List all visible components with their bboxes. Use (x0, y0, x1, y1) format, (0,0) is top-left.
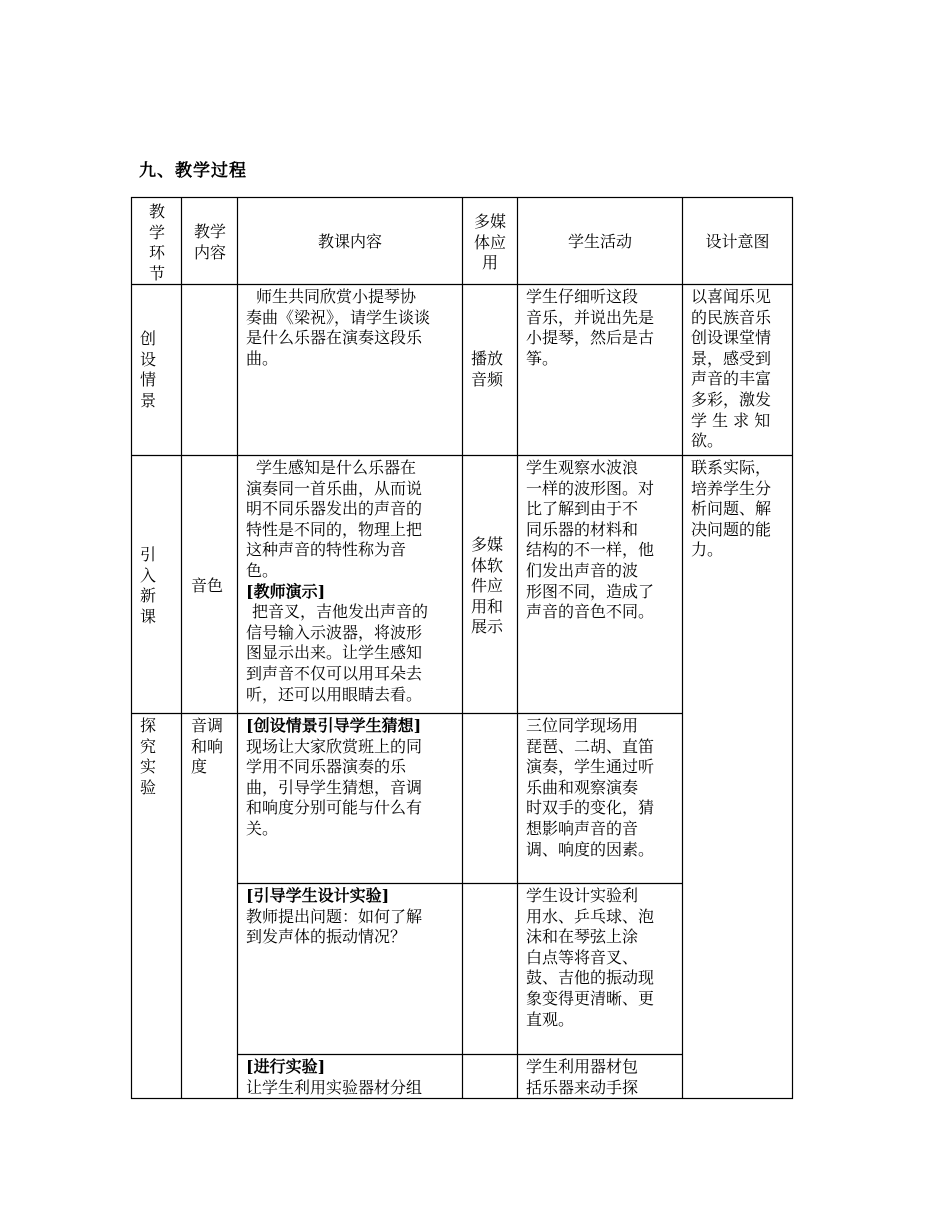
row2-media: 多媒 体软 件应 用和 展示 (471, 535, 504, 637)
row4-teaching: [引导学生设计实验] 教师提出问题：如何了解 到发声体的振动情况？ (246, 886, 454, 948)
section-title-guess: [创设情景引导学生猜想] (246, 716, 422, 735)
row3-content: 音调 和响 度 (191, 716, 224, 777)
row5-teaching: [进行实验] 让学生利用实验器材分组 (246, 1057, 454, 1098)
row1-intent: 以喜闻乐见 的民族音乐 创设课堂情 景，感受到 声音的丰富 多彩，激发 学 生 求 知 欲。 (691, 287, 772, 451)
row1-media: 播放 音频 (471, 349, 504, 389)
row1-stage: 创 设 情 景 (140, 329, 157, 410)
row4-student: 学生设计实验利 用水、乒乓球、泡 沫和在琴弦上涂 白点等将音叉、 鼓、吉他的振动现 象变得更清晰、更 直观。 (526, 886, 655, 1029)
row2-teaching: 学生感知是什么乐器在 演奏同一首乐曲，从而说 明不同乐器发出的声音的 特性是不同的，物理上把 这种声音的特性称为音 色。 [教师演示] 把音叉，吉他发出声音的 信号输入示波器，将波形 图显示出来。让学生感知 到声音不仅可以用耳朵去 听，还可以用眼睛去看。 (246, 458, 454, 705)
section-title-experiment: [进行实验] (246, 1057, 326, 1076)
row2-content: 音色 (191, 576, 224, 595)
row2-stage: 引 入 新 课 (140, 545, 157, 626)
header-stage: 教 学 环 节 (148, 202, 165, 283)
section-heading: 九、教学过程 (139, 161, 247, 181)
header-intent: 设计意图 (705, 232, 770, 251)
row3-stage: 探 究 实 验 (140, 716, 157, 797)
header-content: 教学 内容 (193, 222, 226, 262)
row2-intent: 联系实际， 培养学生分 析问题、解 决问题的能 力。 (691, 458, 772, 560)
row5-student: 学生利用器材包 括乐器来动手探 (526, 1057, 639, 1097)
row3-teaching: [创设情景引导学生猜想] 现场让大家欣赏班上的同 学用不同乐器演奏的乐 曲，引导学生猜想，音调 和响度分别可能与什么有 关。 (246, 716, 454, 840)
section-title-design: [引导学生设计实验] (246, 886, 390, 905)
row3-student: 三位同学现场用 琵琶、二胡、直笛 演奏，学生通过听 乐曲和观察演奏 时双手的变化，猜 想影响声音的音 调、响度的因素。 (526, 716, 655, 859)
row1-student: 学生仔细听这段 音乐，并说出先是 小提琴，然后是古 筝。 (526, 287, 655, 368)
header-teaching: 教课内容 (317, 232, 382, 251)
row1-teaching: 师生共同欣赏小提琴协 奏曲《梁祝》，请学生谈谈 是什么乐器在演奏这段乐 曲。 (246, 287, 431, 368)
row2-student: 学生观察水波浪 一样的波形图。对 比了解到由于不 同乐器的材料和 结构的不一样，他 们发出声音的波 形图不同，造成了 声音的音色不同。 (526, 458, 655, 622)
header-student: 学生活动 (567, 232, 632, 251)
header-media: 多媒 体应 用 (473, 212, 506, 273)
teacher-demo-title: [教师演示] (246, 581, 326, 601)
